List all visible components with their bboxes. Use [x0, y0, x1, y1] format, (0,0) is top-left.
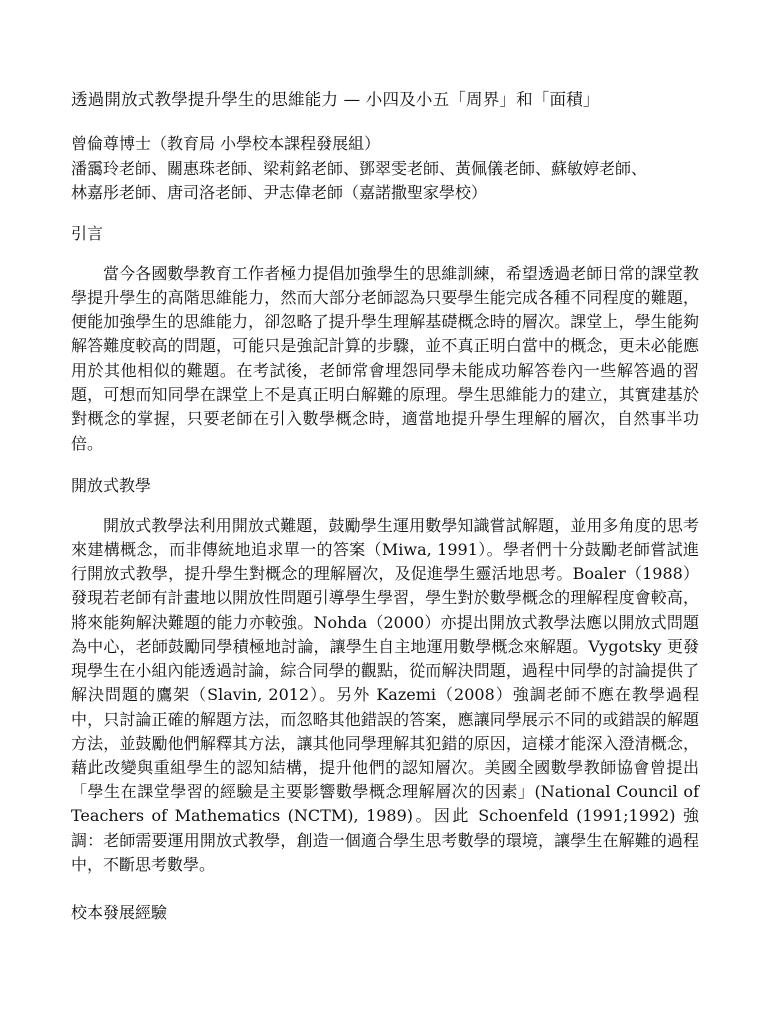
- document-title: 透過開放式教學提升學生的思維能力 — 小四及小五「周界」和「面積」: [71, 90, 600, 109]
- author-line: 曾倫尊博士（教育局 小學校本課程發展組）: [71, 134, 381, 153]
- author-block: [71, 132, 699, 206]
- section-heading-introduction: 引言: [71, 223, 104, 243]
- open-ended-teaching-paragraph: 開放式教學法利用開放式難題，鼓勵學生運用數學知識嘗試解題，並用多角度的思考來建構概念，而非傳統地追求單一的答案（Miwa, 1991）。學者們十分鼓勵老師嘗試進行開放式教學，提升學生對概念的理解層次，及促進學生靈活地思考。Boaler（1988）發現若老師有計畫地以開放性問題引導學生學習，學生對於數學概念的理解程度會較高，將來能夠解決難題的能力亦較強。Nohda（2000）亦提出開放式教學法應以開放式問題為中心，老師鼓勵同學積極地討論，讓學生自主地運用數學概念來解題。Vygotsky 更發現學生在小組內能透過討論，綜合同學的觀點，從而解決問題，過程中同學的討論提供了解決問題的鷹架（Slavin, 2012）。另外 Kazemi（2008）強調老師不應在教學過程中，只討論正確的解題方法，而忽略其他錯誤的答案，應讓同學展示不同的或錯誤的解題方法，並鼓勵他們解釋其方法，讓其他同學理解其犯錯的原因，這樣才能深入澄清概念，藉此改變與重組學生的認知結構，提升他們的認知層次。美國全國數學教師協會曾提出「學生在課堂學習的經驗是主要影響數學概念理解層次的因素」(National Council of Teachers of Mathematics (NCTM), 1989)。因此 Schoenfeld (1991;1992) 強調：老師需要運用開放式教學，創造一個適合學生思考數學的環境，讓學生在解難的過程中，不斷思考數學。: [71, 515, 699, 874]
- introduction-paragraph: 當今各國數學教育工作者極力提倡加強學生的思維訓練，希望透過老師日常的課堂教學提升學生的高階思維能力，然而大部分老師認為只要學生能完成各種不同程度的難題，便能加強學生的思維能力，卻忽略了提升學生理解基礎概念時的層次。課堂上，學生能夠解答難度較高的問題，可能只是強記計算的步驟，並不真正明白當中的概念，更未必能應用於其他相似的難題。在考試後，老師常會埋怨同學未能成功解答卷內一些解答過的習題，可想而知同學在課堂上不是真正明白解難的原理。學生思維能力的建立，其實建基於對概念的掌握，只要老師在引入數學概念時，適當地提升學生理解的層次，自然事半功倍。: [71, 263, 699, 453]
- document-page: [71, 88, 699, 941]
- author-line: 林嘉彤老師、唐司洛老師、尹志偉老師（嘉諾撒聖家學校）: [71, 183, 488, 202]
- section-heading-school-based-development: 校本發展經驗: [71, 902, 168, 922]
- section-heading-open-ended-teaching: 開放式教學: [71, 475, 152, 495]
- author-line: 潘靄玲老師、關惠珠老師、梁莉銘老師、鄧翠雯老師、黃佩儀老師、蘇敏婷老師、: [71, 158, 648, 178]
